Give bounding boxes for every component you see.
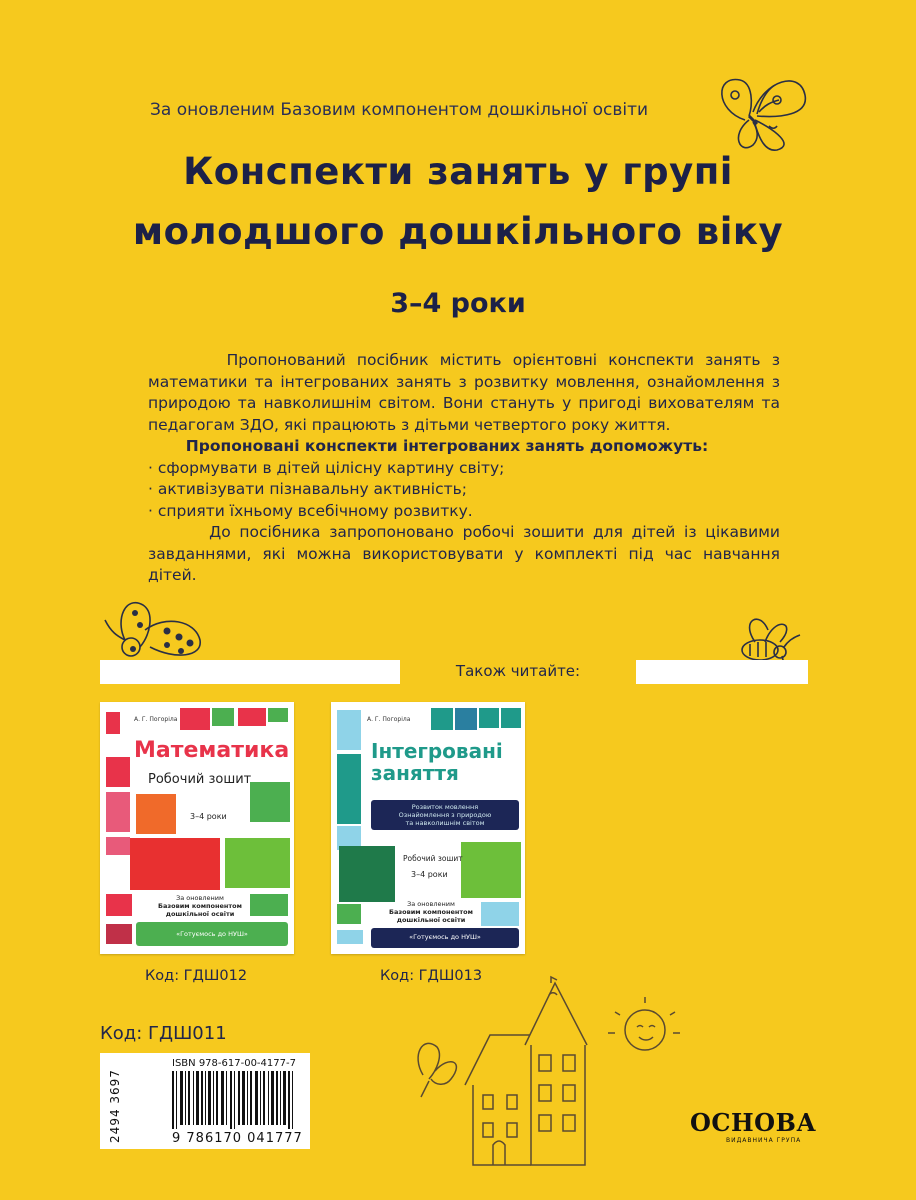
book-code-math: Код: ГДШ012 — [145, 968, 248, 984]
book-code-integrated: Код: ГДШ013 — [380, 968, 483, 984]
math-series: «Готуємось до НУШ» — [176, 930, 248, 938]
math-title: Математика — [134, 738, 290, 763]
title-line-1: Конспекти занять у групі — [183, 150, 733, 193]
integrated-title: Інтегровані заняття — [371, 739, 503, 785]
barcode-block — [100, 1053, 310, 1149]
integrated-note: За оновленим Базовим компонентом дошкільної освіти — [389, 900, 473, 924]
bullet-item: · сформувати в дітей цілісну картину світу; — [148, 458, 505, 477]
integrated-subtitle: Робочий зошит — [403, 854, 463, 863]
also-read-band — [100, 660, 808, 684]
title-line-2: молодшого дошкільного віку — [132, 210, 784, 253]
age-range: 3–4 роки — [390, 288, 526, 319]
integrated-age: 3–4 роки — [411, 870, 448, 879]
publisher-logo: ОСНОВА — [690, 1108, 817, 1137]
bullet-item: · активізувати пізнавальну активність; — [148, 480, 468, 498]
side-number: 2494 3697 — [108, 1069, 122, 1143]
math-author: А. Г. Погоріла — [134, 716, 178, 723]
header-subtitle: За оновленим Базовим компонентом дошкільної освіти — [150, 100, 649, 120]
butterfly-icon — [705, 50, 815, 160]
description-paragraph-2: До посібника запропоновано робочі зошити для дітей із цікавими завданнями, які можна використовувати у комплекті під час навчання дітей. — [148, 523, 780, 584]
math-subtitle: Робочий зошит — [148, 772, 252, 787]
math-age: 3–4 роки — [190, 812, 227, 821]
math-note: За оновленим Базовим компонентом дошкільної освіти — [158, 894, 242, 918]
houses-illustration — [415, 975, 705, 1170]
ladybug-icon — [95, 585, 210, 665]
barcode-icon — [172, 1071, 302, 1129]
description — [148, 350, 780, 587]
integrated-author: А. Г. Погоріла — [367, 716, 411, 723]
description-paragraph-1: Пропонований посібник містить орієнтовні конспекти занять з математики та інтегрованих занять з розвитку мовлення, ознайомлення з природою та навколишнім світом. Вони стануть у пригоді вихователям та педагогам ЗДО, які працюють з дітьми четвертого року життя. — [148, 351, 780, 434]
book-cover-mathematics[interactable] — [100, 702, 294, 954]
integrated-topics: Розвиток мовлення Ознайомлення з природою та навколишнім світом — [398, 803, 492, 827]
book-cover-integrated[interactable] — [331, 702, 525, 954]
description-bold-line: Пропоновані конспекти інтегрованих занять допоможуть: — [185, 437, 709, 455]
product-code: Код: ГДШ011 — [100, 1023, 227, 1044]
bullet-item: · сприяти їхньому всебічному розвитку. — [148, 501, 473, 520]
ean-number: 9 786170 041777 — [172, 1131, 303, 1146]
isbn-label: ISBN 978-617-00-4177-7 — [172, 1058, 296, 1069]
also-read-label: Також читайте: — [400, 660, 636, 684]
publisher-sub: ВИДАВНИЧА ГРУПА — [726, 1137, 802, 1144]
integrated-series: «Готуємось до НУШ» — [409, 933, 481, 941]
